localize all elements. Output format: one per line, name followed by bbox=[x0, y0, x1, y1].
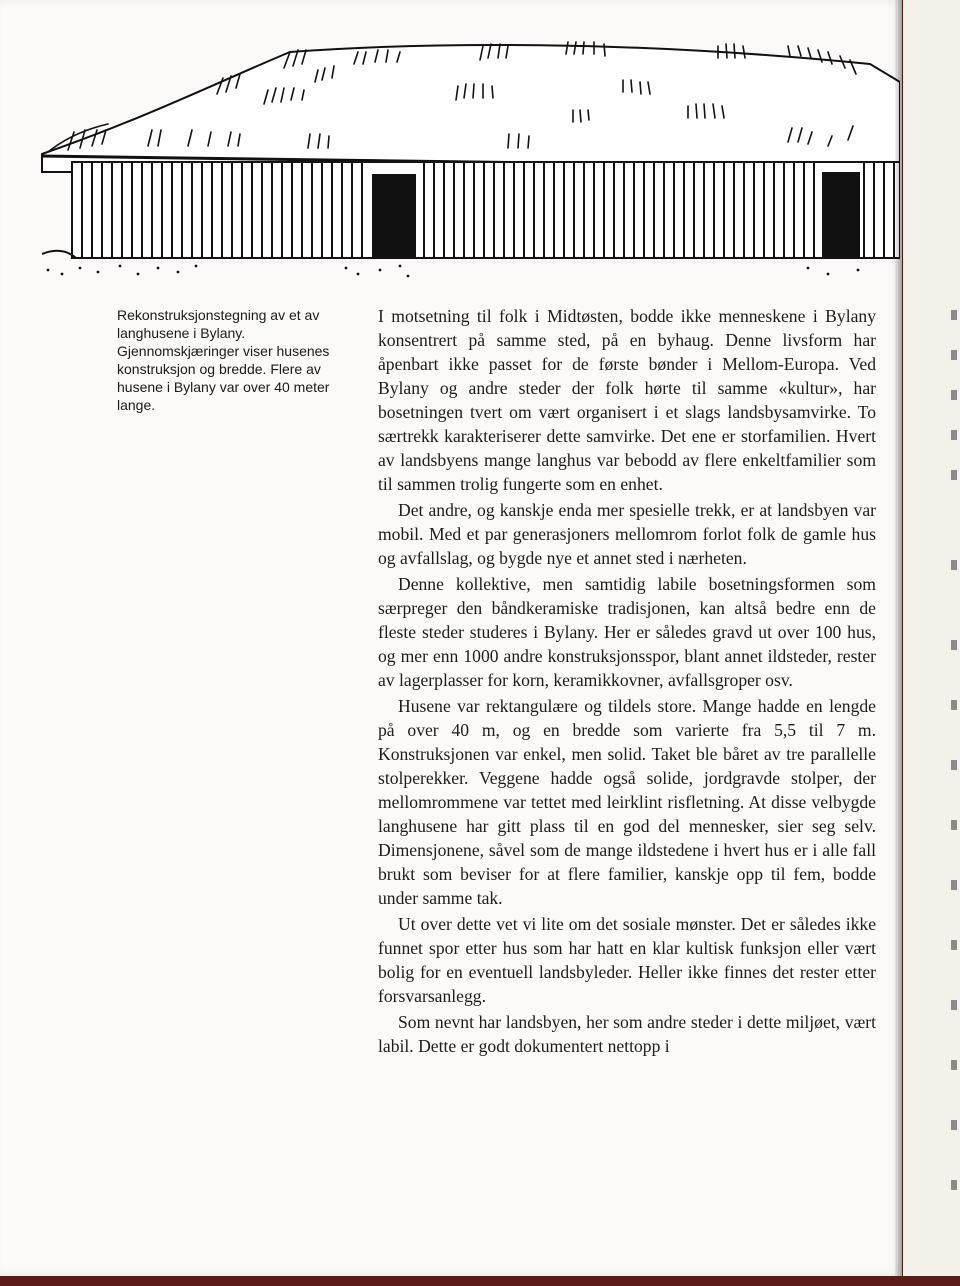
book-cover-edge bbox=[0, 1276, 960, 1286]
longhouse-illustration bbox=[28, 22, 900, 284]
paragraph: Denne kollektive, men samtidig labile bosetningsformen som særpreger den båndkeramiske tradisjonen, kan altså bedre enn de fleste steder studeres i Bylany. Her er således gravd ut over 100 hus, og mer enn 1000 andre konstruksjonsspor, blant annet ildsteder, rester av lagerplasser for korn, keramikkovner, avfallsgroper osv. bbox=[378, 574, 876, 690]
paragraph: Det andre, og kanskje enda mer spesielle trekk, er at landsbyen var mobil. Med et par generasjoners mellomrom forlot folk de gamle hus og avfallslag, og bygde nye et annet sted i nærheten. bbox=[378, 500, 876, 568]
article-body bbox=[378, 304, 876, 1060]
paragraph: I motsetning til folk i Midtøsten, bodde ikke menneskene i Bylany konsentrert på samme sted, på en byhaug. Denne livsform har åpenbart ikke passet for de første bønder i Mellom-Europa. Ved Bylany og andre steder der folk hørte til samme «kultur», har bosetningen tvert om vært organisert i et slags landsbysamvirke. To særtrekk karakteriserer dette samvirke. Det ene er storfamilien. Hvert av landsbyens mange langhus var bebodd av flere enkeltfamilier som til sammen trolig fungerte som en enhet. bbox=[378, 306, 876, 494]
roof-outline bbox=[42, 45, 900, 172]
paragraph: Ut over dette vet vi lite om det sosiale mønster. Det er således ikke funnet spor etter hus som har hatt en klar kultisk funksjon eller vært bolig for en eventuell landsbyleder. Heller ikke finnes det rester etter forsvarsanlegg. bbox=[378, 914, 876, 1006]
paragraph: Som nevnt har landsbyen, her som andre steder i dette miljøet, vært labil. Dette er godt dokumentert nettopp i bbox=[378, 1012, 876, 1056]
doorway-left bbox=[372, 174, 416, 258]
doorway-right bbox=[822, 172, 860, 258]
spine-shadow bbox=[895, 0, 903, 1276]
figure-caption: Rekonstruksjonstegning av et av langhusene i Bylany. Gjennomskjæringer viser husenes konstruksjon og bredde. Flere av husene i Bylany var over 40 meter lange. bbox=[117, 307, 330, 413]
adjacent-page-edge bbox=[903, 0, 960, 1276]
wall bbox=[72, 162, 900, 258]
paragraph: Husene var rektangulære og tildels store. Mange hadde en lengde på over 40 m, og en bredde som varierte fra 5,5 til 7 m. Konstruksjonen var enkel, men solid. Taket ble båret av tre parallelle stolperekker. Veggene hadde også solide, jordgravde stolper, der mellomrommene var tettet med leirklint risfletning. At disse velbygde langhusene har gitt plass til en god del mennesker, sier seg selv. Dimensjonene, såvel som de mange ildstedene i hvert hus er i alle fall brukt som beviser for at flere familier, kanskje opp til fem, bodde under samme tak. bbox=[378, 696, 876, 908]
